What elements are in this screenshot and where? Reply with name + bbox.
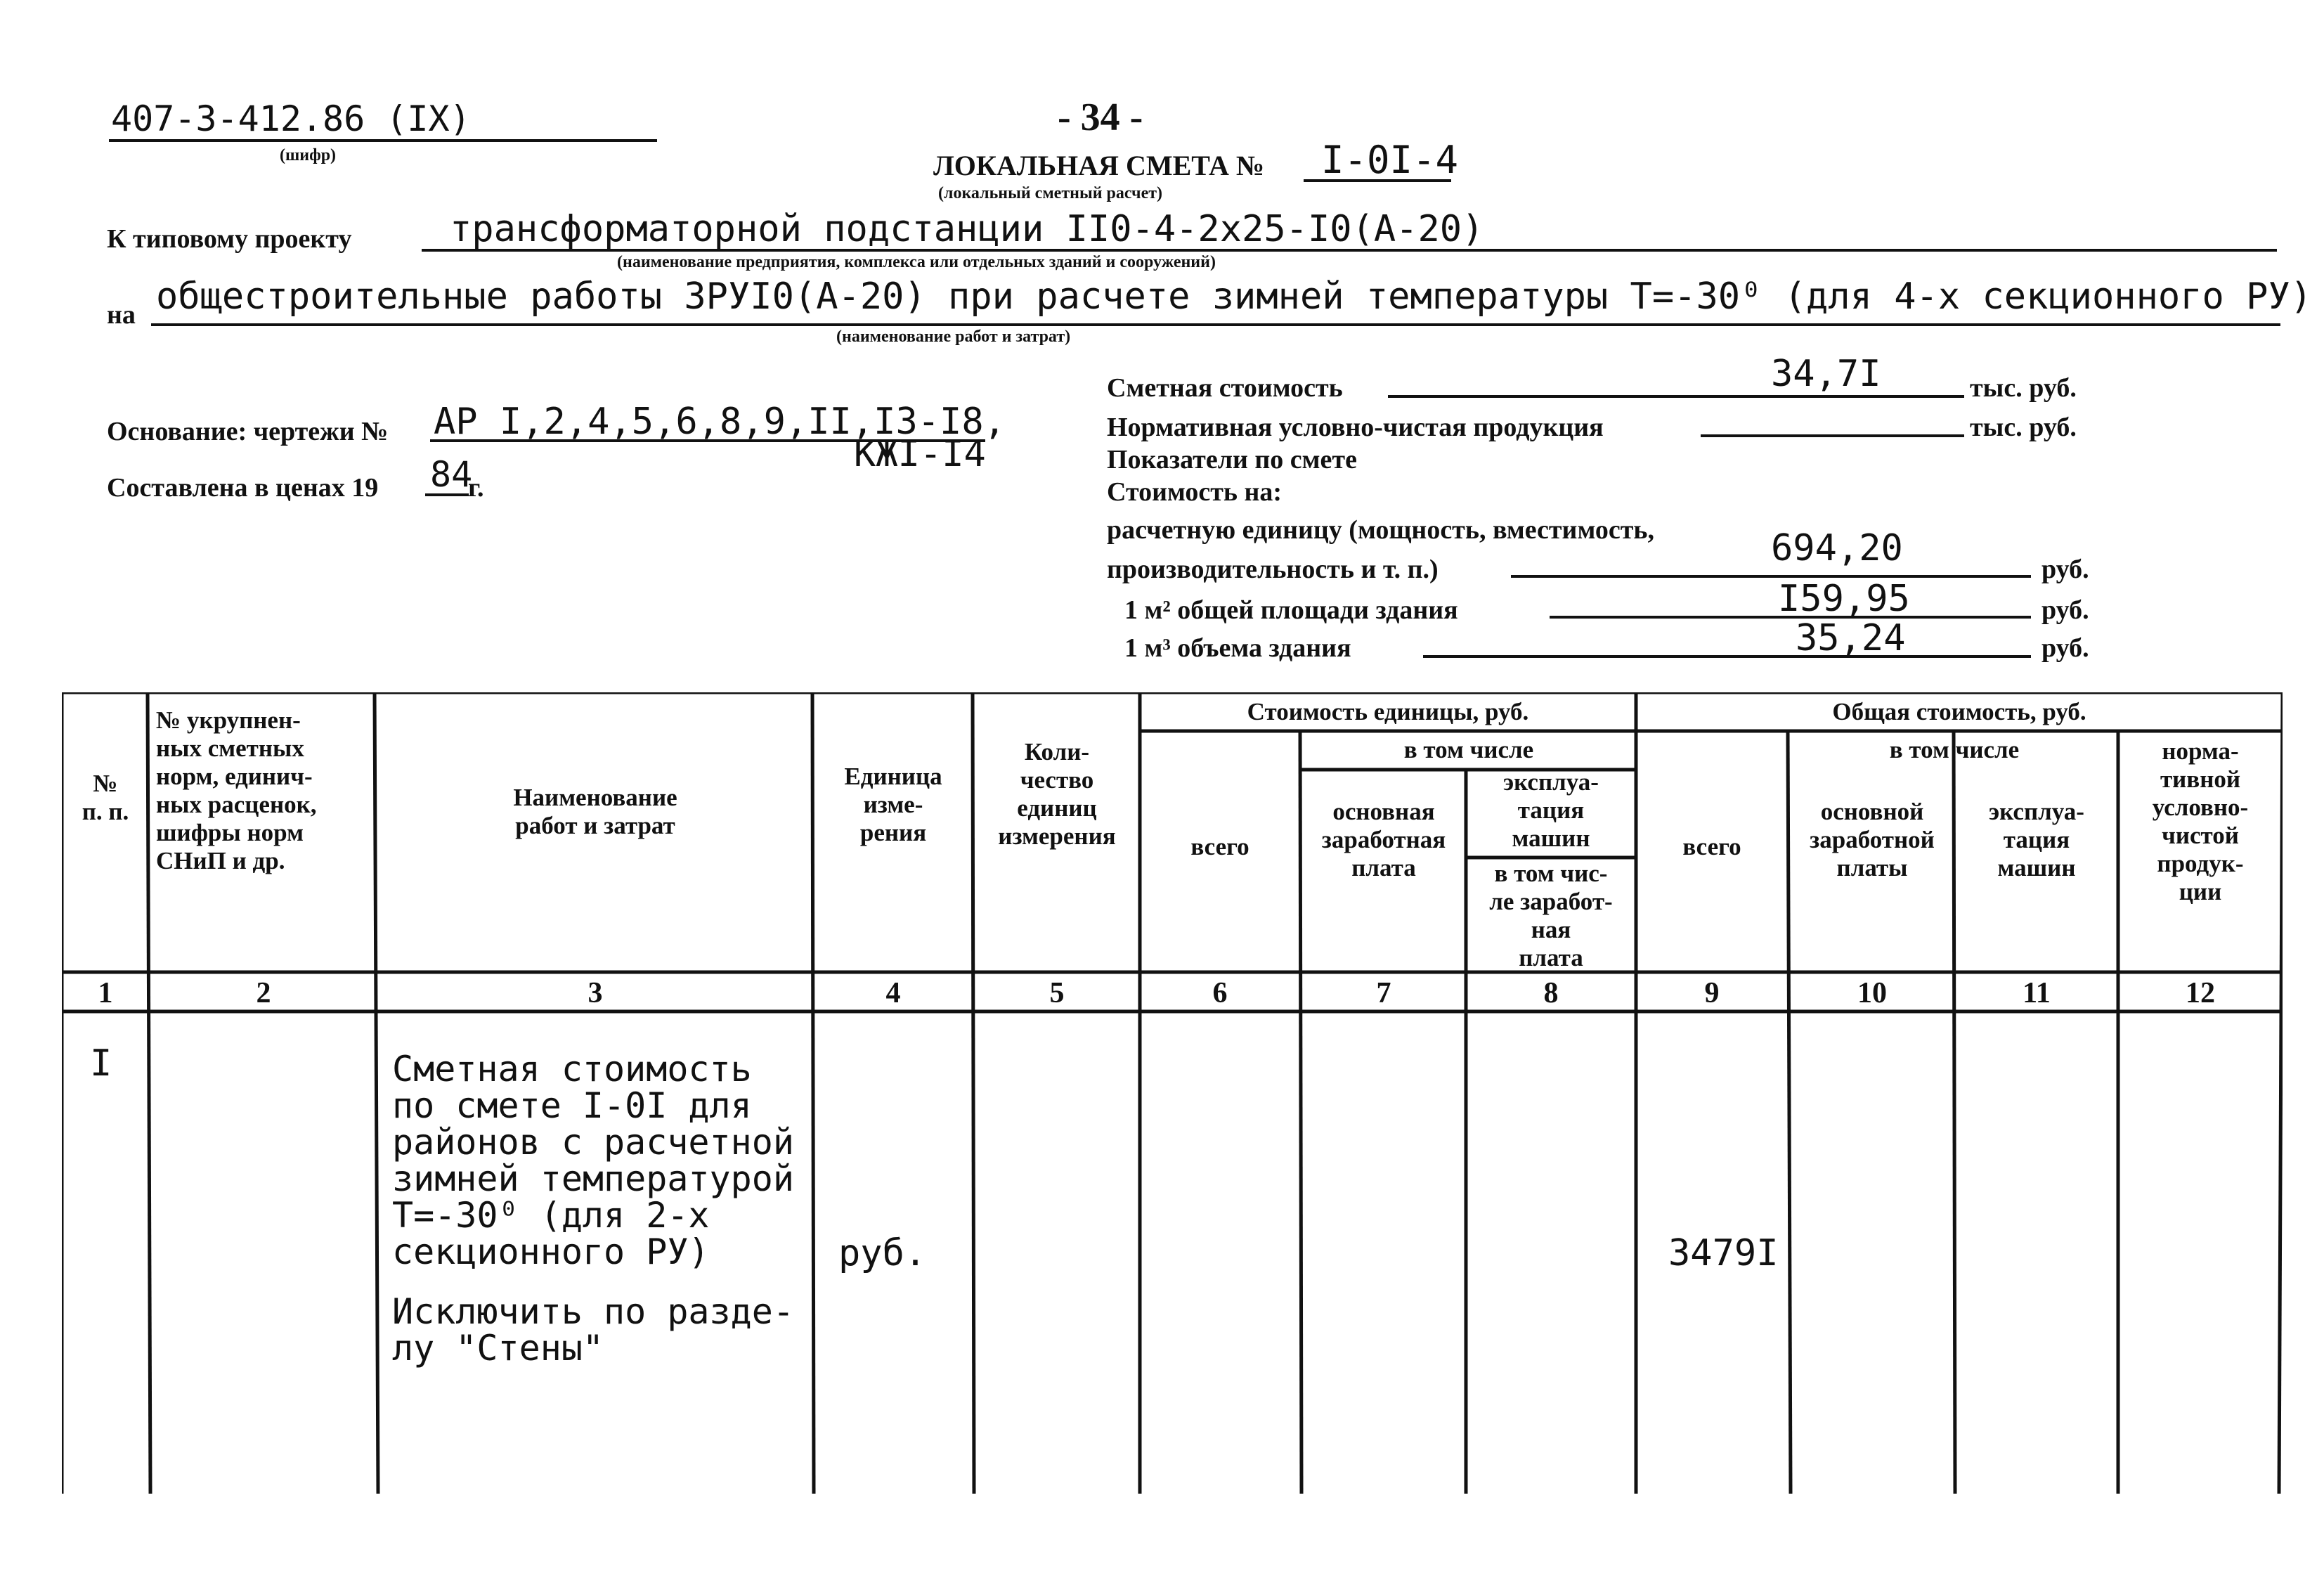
- estimated-cost-underline: [1388, 395, 1964, 398]
- col-header-no: № п. п.: [82, 770, 129, 825]
- col-header-quantity: Коли- чество единиц измерения: [998, 738, 1116, 850]
- area-value: I59,95: [1778, 578, 1910, 620]
- page-number: - 34 -: [1058, 96, 1143, 139]
- estimate-title: ЛОКАЛЬНАЯ СМЕТА №: [933, 150, 1265, 181]
- estimate-caption: (локальный сметный расчет): [938, 184, 1163, 202]
- prices-year: 84: [430, 454, 473, 495]
- col-number-9: 9: [1704, 977, 1720, 1009]
- volume-underline: [1423, 655, 2031, 658]
- col-number-10: 10: [1857, 977, 1887, 1009]
- row-1-total: 3479I: [1668, 1232, 1779, 1274]
- col-header-unit-machine-wages: в том чис- ле заработ- ная плата: [1489, 860, 1613, 971]
- col-number-3: 3: [588, 977, 603, 1009]
- total-cost-incl-header: в том числе: [1889, 736, 2020, 763]
- total-cost-group-header: Общая стоимость, руб.: [1832, 698, 2086, 725]
- estimated-cost-unit: тыс. руб.: [1970, 373, 2077, 403]
- basis-drawings-2: КЖI-I4: [854, 433, 986, 475]
- estimated-cost-value: 34,7I: [1771, 353, 1881, 395]
- area-unit: руб.: [2041, 595, 2089, 625]
- row-1-unit: руб.: [838, 1232, 927, 1274]
- unit-cost-value: 694,20: [1771, 527, 1903, 569]
- project-value: трансформаторной подстанции II0-4-2x25-I0(А-20): [450, 208, 1484, 250]
- col-number-12: 12: [2186, 977, 2215, 1009]
- col-number-2: 2: [256, 977, 271, 1009]
- project-underline: [422, 249, 2277, 252]
- normative-underline: [1701, 434, 1964, 437]
- estimate-number: I-0I-4: [1321, 138, 1459, 182]
- unit-cost-underline: [1511, 575, 2031, 578]
- normative-label: Нормативная условно-чистая продукция: [1107, 413, 1604, 442]
- project-caption: (наименование предприятия, комплекса или отдельных зданий и сооружений): [617, 253, 1216, 271]
- col-number-5: 5: [1049, 977, 1065, 1009]
- basis-label: Основание: чертежи №: [107, 417, 389, 446]
- col-number-1: 1: [98, 977, 113, 1009]
- col-header-norms: № укрупнен- ных сметных норм, единич- ных расценок, шифры норм СНиП и др.: [156, 706, 317, 874]
- prices-label: Составлена в ценах 19: [107, 473, 379, 503]
- basis-drawings: АР I,2,4,5,6,8,9,II,I3-I8,: [434, 401, 1006, 443]
- row-1-name: Сметная стоимость по смете I-0I для районов с расчетной зимней температурой Т=-30⁰ (для 2-х секционного РУ): [392, 1049, 794, 1272]
- estimate-table: [62, 692, 2283, 1522]
- col-number-7: 7: [1376, 977, 1391, 1009]
- volume-unit: руб.: [2041, 633, 2089, 663]
- unit-cost-group-header: Стоимость единицы, руб.: [1247, 698, 1529, 725]
- estimated-cost-label: Сметная стоимость: [1107, 373, 1343, 403]
- col-header-total-machines: эксплуа- тация машин: [1989, 798, 2084, 881]
- col-number-8: 8: [1543, 977, 1559, 1009]
- estimate-number-underline: [1304, 179, 1451, 182]
- normative-unit: тыс. руб.: [1970, 413, 2077, 442]
- col-header-total-wages: основной заработной платы: [1810, 798, 1935, 881]
- volume-value: 35,24: [1796, 617, 1906, 659]
- col-header-normative: норма- тивной условно- чистой продук- ции: [2152, 737, 2249, 905]
- row-1-number: I: [90, 1042, 112, 1085]
- area-label: 1 м² общей площади здания: [1124, 595, 1458, 625]
- col-header-total: всего: [1682, 833, 1741, 860]
- col-number-4: 4: [885, 977, 901, 1009]
- col-header-unit-total: всего: [1190, 833, 1249, 860]
- project-label: К типовому проекту: [107, 224, 352, 254]
- document-cipher: 407-3-412.86 (IX): [111, 98, 471, 139]
- row-1-name-note: Исключить по разде- лу "Стены": [392, 1291, 794, 1369]
- area-underline: [1550, 616, 2031, 619]
- col-header-unit-machines: эксплуа- тация машин: [1503, 768, 1599, 852]
- works-underline: [151, 323, 2280, 326]
- unit-cost-unit: руб.: [2041, 555, 2089, 584]
- cost-on-label: Стоимость на:: [1107, 477, 1283, 507]
- prices-suffix: г.: [468, 473, 484, 503]
- col-header-name: Наименование работ и затрат: [513, 784, 677, 839]
- prices-year-underline: [425, 493, 469, 496]
- col-number-6: 6: [1212, 977, 1228, 1009]
- works-label: на: [107, 300, 136, 330]
- works-caption: (наименование работ и затрат): [836, 328, 1071, 346]
- col-number-11: 11: [2023, 977, 2051, 1009]
- works-value: общестроительные работы ЗРУI0(А-20) при расчете зимней температуры Т=-30⁰ (для 4-х секционного РУ): [156, 276, 2313, 318]
- cipher-caption: (шифр): [280, 146, 337, 164]
- col-header-unit: Единица изме- рения: [844, 763, 942, 846]
- unit-cost-label-2: производительность и т. п.): [1107, 555, 1439, 584]
- volume-label: 1 м³ объема здания: [1124, 633, 1351, 663]
- unit-cost-incl-header: в том числе: [1403, 736, 1534, 763]
- unit-cost-label-1: расчетную единицу (мощность, вместимость,: [1107, 515, 1654, 545]
- col-header-unit-wages: основная заработная плата: [1321, 798, 1446, 881]
- indicators-label: Показатели по смете: [1107, 445, 1357, 474]
- cipher-underline: [109, 139, 657, 142]
